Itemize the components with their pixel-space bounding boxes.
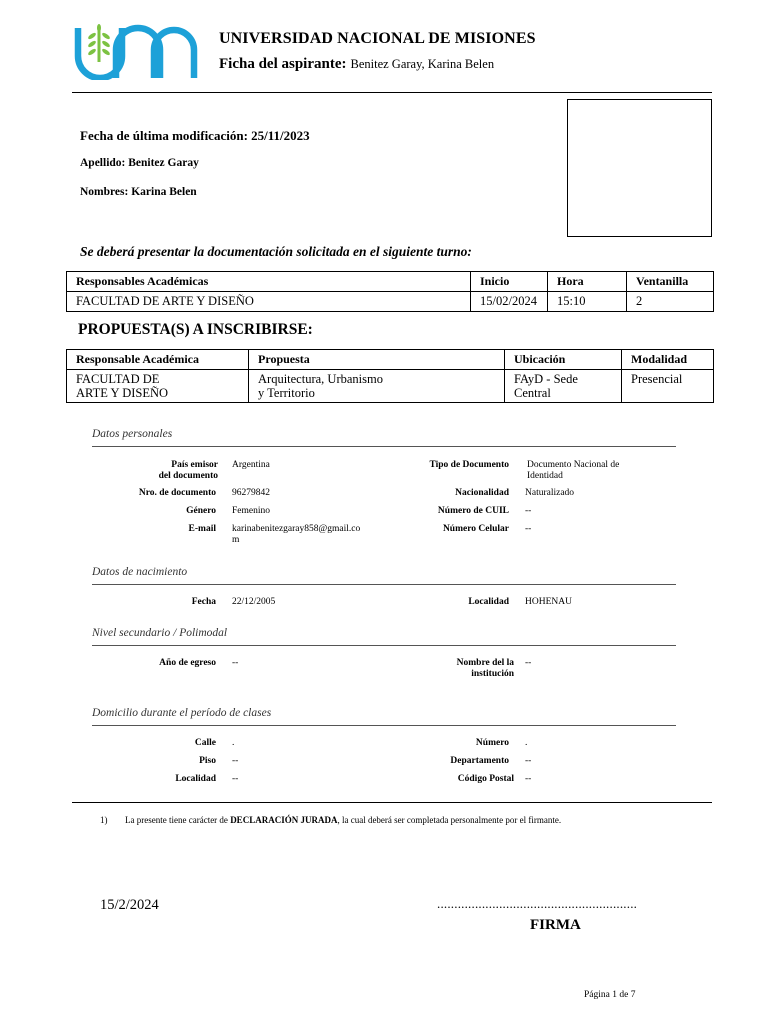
departamento-value: -- <box>525 756 532 766</box>
piso-label: Piso <box>199 756 216 766</box>
codigo-postal-value: -- <box>525 774 532 784</box>
propuesta-header-row <box>67 350 714 370</box>
propuesta-col-responsable: Responsable Académica <box>67 350 249 370</box>
propuesta-col-ubicacion: Ubicación <box>505 350 622 370</box>
footnote-before: La presente tiene carácter de <box>125 815 231 825</box>
apellido: Apellido: Benitez Garay <box>80 157 199 169</box>
pais-label <box>78 460 218 482</box>
propuesta-cell-propuesta <box>249 370 505 403</box>
egreso-label: Año de egreso <box>159 658 216 668</box>
pais-value: Argentina <box>232 460 270 470</box>
footnote-number: 1) <box>100 815 108 825</box>
nacionalidad-value: Naturalizado <box>525 488 575 498</box>
nacimiento-localidad-value: HOHENAU <box>525 597 572 607</box>
propuesta-cell-modalidad <box>622 370 714 403</box>
turno-notice: Se deberá presentar la documentación solicitada en el siguiente turno: <box>80 244 472 259</box>
tipo-doc-value <box>527 460 619 482</box>
propuesta-title: PROPUESTA(S) A INSCRIBIRSE: <box>78 321 313 338</box>
numero-value: . <box>525 738 528 748</box>
section-divider <box>92 645 676 646</box>
footer-divider <box>72 802 712 803</box>
departamento-label: Departamento <box>450 756 509 766</box>
cell-line: FACULTAD DE <box>76 372 160 386</box>
unam-logo <box>72 22 202 80</box>
value-line: Identidad <box>527 471 563 481</box>
nombres: Nombres: Karina Belen <box>80 186 197 198</box>
university-title: UNIVERSIDAD NACIONAL DE MISIONES <box>219 30 536 47</box>
numero-label: Número <box>475 738 509 748</box>
email-value <box>232 524 360 546</box>
nacimiento-fecha-label: Fecha <box>191 597 216 607</box>
institucion-value: -- <box>525 658 532 668</box>
nacimiento-localidad-label: Localidad <box>468 597 509 607</box>
cell-line: y Territorio <box>258 386 315 400</box>
cell-line: ARTE Y DISEÑO <box>76 386 169 400</box>
genero-value: Femenino <box>232 506 270 516</box>
propuesta-col-modalidad: Modalidad <box>622 350 714 370</box>
value-line: Documento Nacional de <box>527 460 620 470</box>
turno-col-ventanilla: Ventanilla <box>627 272 714 292</box>
fecha-modificacion: Fecha de última modificación: 25/11/2023 <box>80 128 310 143</box>
signature-date: 15/2/2024 <box>100 897 159 913</box>
turno-cell-ventanilla: 2 <box>627 292 714 312</box>
footnote-after: , la cual deberá ser completada personalmente por el firmante. <box>337 815 562 825</box>
calle-label: Calle <box>194 738 216 748</box>
genero-label: Género <box>186 506 216 516</box>
propuesta-table <box>66 349 714 403</box>
institucion-label <box>374 658 514 680</box>
cuil-label: Número de CUIL <box>437 506 509 516</box>
turno-header-row <box>67 272 714 292</box>
nro-doc-label: Nro. de documento <box>138 488 216 498</box>
value-line: m <box>232 535 240 545</box>
cell-line: Presencial <box>631 372 683 386</box>
label-line: Nombre del la <box>456 658 514 668</box>
header-divider <box>72 92 712 93</box>
section-divider <box>92 584 676 585</box>
cell-line: FAyD - Sede <box>514 372 578 386</box>
domicilio-localidad-value: -- <box>232 774 239 784</box>
footnote-text <box>125 815 561 825</box>
section-domicilio: Domicilio durante el período de clases <box>92 707 272 719</box>
signature-label: FIRMA <box>530 917 581 933</box>
nacionalidad-label: Nacionalidad <box>455 488 509 498</box>
turno-cell-facultad: FACULTAD DE ARTE Y DISEÑO <box>67 292 471 312</box>
table-row <box>67 370 714 403</box>
celular-value: -- <box>525 524 532 534</box>
piso-value: -- <box>232 756 239 766</box>
nacimiento-fecha-value: 22/12/2005 <box>232 597 276 607</box>
propuesta-cell-responsable <box>67 370 249 403</box>
turno-col-hora: Hora <box>548 272 627 292</box>
cuil-value: -- <box>525 506 532 516</box>
section-divider <box>92 446 676 447</box>
label-line: institución <box>471 669 514 679</box>
turno-col-inicio: Inicio <box>471 272 548 292</box>
egreso-value: -- <box>232 658 239 668</box>
propuesta-col-propuesta: Propuesta <box>249 350 505 370</box>
turno-cell-inicio: 15/02/2024 <box>471 292 548 312</box>
celular-label: Número Celular <box>442 524 509 534</box>
turno-col-responsables: Responsables Académicas <box>67 272 471 292</box>
table-row <box>67 292 714 312</box>
ficha-aspirante <box>219 56 494 73</box>
label-line: País emisor <box>171 460 218 470</box>
nro-doc-value: 96279842 <box>232 488 270 498</box>
ficha-value: Benitez Garay, Karina Belen <box>350 57 495 71</box>
turno-table <box>66 271 714 312</box>
ficha-label: Ficha del aspirante: <box>219 56 347 72</box>
codigo-postal-label: Código Postal <box>457 774 514 784</box>
value-line: karinabenitezgaray858@gmail.co <box>232 524 361 534</box>
tipo-doc-label: Tipo de Documento <box>429 460 509 470</box>
footnote-bold: DECLARACIÓN JURADA <box>230 815 338 825</box>
section-nivel-secundario: Nivel secundario / Polimodal <box>92 627 228 639</box>
page-number: Página 1 de 7 <box>584 990 636 1000</box>
section-datos-nacimiento: Datos de nacimiento <box>92 566 188 578</box>
photo-box <box>567 99 712 237</box>
cell-line: Central <box>514 386 551 400</box>
calle-value: . <box>232 738 235 748</box>
label-line: del documento <box>158 471 218 481</box>
section-datos-personales: Datos personales <box>92 428 173 440</box>
domicilio-localidad-label: Localidad <box>175 774 216 784</box>
propuesta-cell-ubicacion <box>505 370 622 403</box>
email-label: E-mail <box>188 524 216 534</box>
turno-cell-hora: 15:10 <box>548 292 627 312</box>
cell-line: Arquitectura, Urbanismo <box>258 372 383 386</box>
signature-line: .......................................................... <box>437 896 638 911</box>
section-divider <box>92 725 676 726</box>
